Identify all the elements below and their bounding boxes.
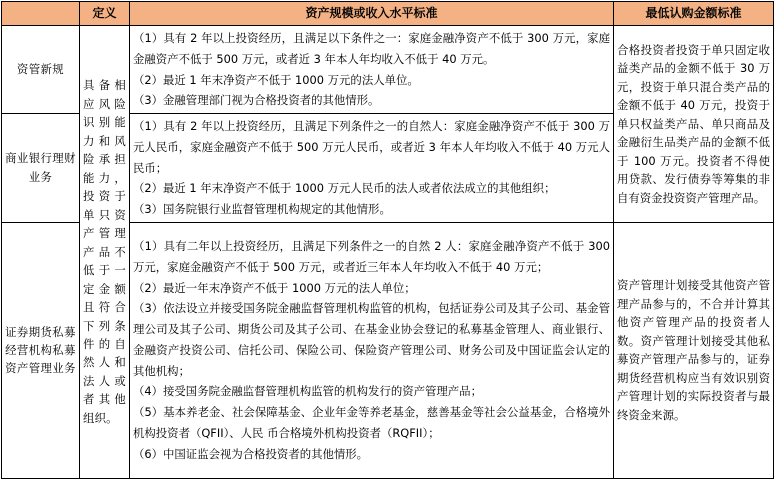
header-cell-asset-criteria: 资产规模或收入水平标准 <box>130 2 614 26</box>
criteria-cell-row2 <box>130 114 614 223</box>
row-category-securities-futures-private: 证券期货私募经营机构私募资产管理业务 <box>2 222 80 478</box>
criteria-cell-row3 <box>130 222 614 478</box>
criteria-item: （1）具有二年以上投资经历，且满足下列条件之一的自然 2 人：家庭金融净资产不低于 300 万元，家庭金融资产不低于 500 万元，或者近三年本人年均收入不低于 40 万元； <box>133 239 610 274</box>
header-cell-definition: 定义 <box>80 2 130 26</box>
criteria-item: （3）国务院银行业监督管理机构规定的其他情形。 <box>133 202 391 216</box>
criteria-item: （1）具有 2 年以上投资经历，且满足下列条件之一的自然人：家庭金融净资产不低于 300 万元人民币，家庭金融资产不低于 500 万元人民币，或者近 3 年本人年均收入不低于 40 万元人民币； <box>133 119 610 175</box>
table-header-row <box>2 2 774 26</box>
criteria-item: （2）最近 1 年末净资产不低于 1000 万元的法人单位。 <box>133 72 419 87</box>
criteria-item: （5）基本养老金、社会保障基金、企业年金等养老基金，慈善基金等社会公益基金，合格境外机构投资者（QFII）、人民 币合格境外机构投资者（RQFII）； <box>133 405 610 440</box>
header-cell-blank <box>2 2 80 26</box>
criteria-item: （2）最近 1 年末净资产不低于 1000 万元人民币的法人或者依法成立的其他组织； <box>133 181 556 196</box>
row-category-commercial-bank-wealth: 商业银行理财业务 <box>2 114 80 223</box>
criteria-cell-row1 <box>130 26 614 114</box>
row-category-zigan-xingui: 资管新规 <box>2 26 80 114</box>
criteria-item: （3）依法设立并接受国务院金融监督管理机构监管的机构，包括证券公司及其子公司、基金管理公司及其子公司、期货公司及其子公司、在基金业协会登记的私募基金管理人、商业银行、金融资产投资公司、信托公司、保险公司、保险资产管理公司、财务公司及中国证监会认定的其他机构； <box>133 301 610 378</box>
criteria-item: （6）中国证监会视为合格投资者的其他情形。 <box>133 446 369 461</box>
table-row <box>2 26 774 114</box>
criteria-item: （4）接受国务院金融监督管理机构监管的机构发行的资产管理产品； <box>133 384 482 399</box>
header-cell-min-subscription: 最低认购金额标准 <box>614 2 774 26</box>
criteria-item: （3）金融管理部门视为合格投资者的其他情形。 <box>133 93 380 108</box>
criteria-item: （1）具有 2 年以上投资经历，且满足以下条件之一：家庭金融净资产不低于 300 万元，家庭金融资产不低于 500 万元，或者近 3 年本人年均收入不低于 40 万元。 <box>133 31 610 66</box>
definition-cell: 具备相应风险识别能力和风险承担能力，投资于单只资产管理产品不低于一定金额且符合下列条件的自然人和法人或者其他组织。 <box>80 26 130 479</box>
criteria-item: （2）最近一年末净资产不低于 1000 万元的法人单位； <box>133 280 416 295</box>
regulation-comparison-table <box>1 1 774 479</box>
amount-cell-row3: 资产管理计划接受其他资产管理产品参与的，不合并计算其他资产管理产品的投资者人数。资产管理计划接受其他私募资产管理产品参与的，证券期货经营机构应当有效识别资产管理计划的实际投资者与最终资金来源。 <box>614 222 774 478</box>
amount-cell-rows-1-2: 合格投资者投资于单只固定收益类产品的金额不低于 30 万元，投资于单只混合类产品的金额不低于 40 万元，投资于单只权益类产品、单只商品及金融衍生品类产品的金额不低于 100 万元。投资者不得使用贷款、发行债券等筹集的非自有资金投资资产管理产品。 <box>614 26 774 223</box>
regulation-comparison-table-container <box>0 1 774 464</box>
